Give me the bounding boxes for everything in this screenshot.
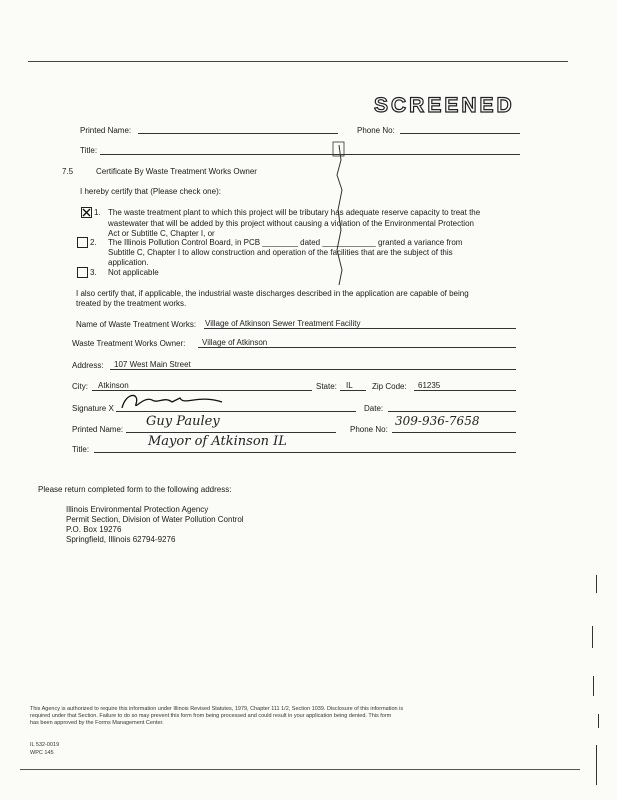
works-name-label: Name of Waste Treatment Works: xyxy=(76,320,197,329)
option-2-number: 2. xyxy=(90,238,97,247)
title-value: Mayor of Atkinson IL xyxy=(148,434,287,449)
return-address-line-2: Permit Section, Division of Water Pollution Control xyxy=(66,515,244,524)
title-line-2[interactable] xyxy=(94,452,516,453)
signature-label: Signature X xyxy=(72,404,114,413)
scan-edge-mark xyxy=(593,676,594,696)
scan-edge-mark xyxy=(592,626,593,648)
return-address-line-4: Springfield, Illinois 62794-9276 xyxy=(66,535,176,544)
option-2-line-2: Subtitle C, Chapter I to allow construction and operation of the facilities that are the subject of this xyxy=(108,248,453,257)
certify-intro: I hereby certify that (Please check one): xyxy=(80,187,221,196)
zip-line[interactable] xyxy=(414,390,516,391)
printed-name-line-2[interactable] xyxy=(126,432,336,433)
bottom-rule xyxy=(20,769,580,770)
city-value: Atkinson xyxy=(98,381,129,390)
option-1-line-3: Act or Subtitle C, Chapter I, or xyxy=(108,229,215,238)
section-title: Certificate By Waste Treatment Works Owner xyxy=(96,167,257,176)
signature-line[interactable] xyxy=(116,411,356,412)
disclaimer-line-1: This Agency is authorized to require this information under Illinois Revised Statutes, 1979, Chapter 111 1/2, Section 1039. Disclosure of this information is xyxy=(30,706,404,712)
scan-edge-mark xyxy=(598,714,599,728)
top-rule xyxy=(28,61,568,62)
works-owner-value: Village of Atkinson xyxy=(202,338,268,347)
works-owner-label: Waste Treatment Works Owner: xyxy=(72,339,186,348)
state-value: IL xyxy=(346,381,353,390)
also-certify-line-1: I also certify that, if applicable, the industrial waste discharges described in the application are capable of being xyxy=(76,289,469,298)
scan-edge-mark xyxy=(596,745,597,785)
option-3-line-1: Not applicable xyxy=(108,268,159,277)
works-owner-line[interactable] xyxy=(198,347,516,348)
date-line[interactable] xyxy=(388,411,516,412)
option-2-checkbox[interactable] xyxy=(77,237,88,248)
return-address-line-1: Illinois Environmental Protection Agency xyxy=(66,505,209,514)
option-1-number: 1. xyxy=(94,208,101,217)
disclaimer-line-3: has been approved by the Forms Management Center. xyxy=(30,720,164,726)
zip-value: 61235 xyxy=(418,381,441,390)
address-line[interactable] xyxy=(110,369,516,370)
option-1-line-2: wastewater that will be added by this project without causing a violation of the Environmental Protection xyxy=(108,219,474,228)
phone-line-2[interactable] xyxy=(392,432,516,433)
zip-label: Zip Code: xyxy=(372,382,407,391)
city-label: City: xyxy=(72,382,88,391)
return-address-line-3: P.O. Box 19276 xyxy=(66,525,122,534)
address-value: 107 West Main Street xyxy=(114,360,191,369)
title-label-2: Title: xyxy=(72,445,90,454)
screened-stamp: SCREENED xyxy=(374,94,515,117)
state-label: State: xyxy=(316,382,337,391)
printed-name-value: Guy Pauley xyxy=(146,414,220,429)
section-number: 7.5 xyxy=(62,167,74,176)
disclaimer-line-2: required under that Section. Failure to do so may prevent this form from being processed and could result in your application being denied. This form xyxy=(30,713,392,719)
phone-label-2: Phone No: xyxy=(350,425,388,434)
phone-label: Phone No: xyxy=(357,126,395,135)
date-label: Date: xyxy=(364,404,384,413)
option-1-line-1: The waste treatment plant to which this project will be tributary has adequate reserve capacity to treat the xyxy=(108,208,481,217)
printed-name-line[interactable] xyxy=(138,133,338,134)
option-2-line-1: The Illinois Pollution Control Board, in PCB ________ dated ____________ granted a variance from xyxy=(108,238,463,247)
title-line[interactable] xyxy=(100,154,520,155)
address-label: Address: xyxy=(72,361,104,370)
option-1-checkbox[interactable] xyxy=(81,207,92,218)
form-number: IL 532-0019 xyxy=(30,742,60,748)
printed-name-label: Printed Name: xyxy=(80,126,132,135)
option-2-line-3: application. xyxy=(108,258,149,267)
printed-name-label-2: Printed Name: xyxy=(72,425,124,434)
works-name-value: Village of Atkinson Sewer Treatment Facility xyxy=(205,319,361,328)
phone-value: 309-936-7658 xyxy=(395,414,480,428)
return-intro: Please return completed form to the following address: xyxy=(38,485,232,494)
state-line[interactable] xyxy=(340,390,366,391)
option-3-checkbox[interactable] xyxy=(77,267,88,278)
title-label: Title: xyxy=(80,146,98,155)
check-x-icon xyxy=(82,208,91,217)
form-rev: WPC 145 xyxy=(30,750,54,756)
phone-line[interactable] xyxy=(400,133,520,134)
option-3-number: 3. xyxy=(90,268,97,277)
works-name-line[interactable] xyxy=(204,328,516,329)
also-certify-line-2: treated by the treatment works. xyxy=(76,299,187,308)
scan-edge-mark xyxy=(596,575,597,593)
